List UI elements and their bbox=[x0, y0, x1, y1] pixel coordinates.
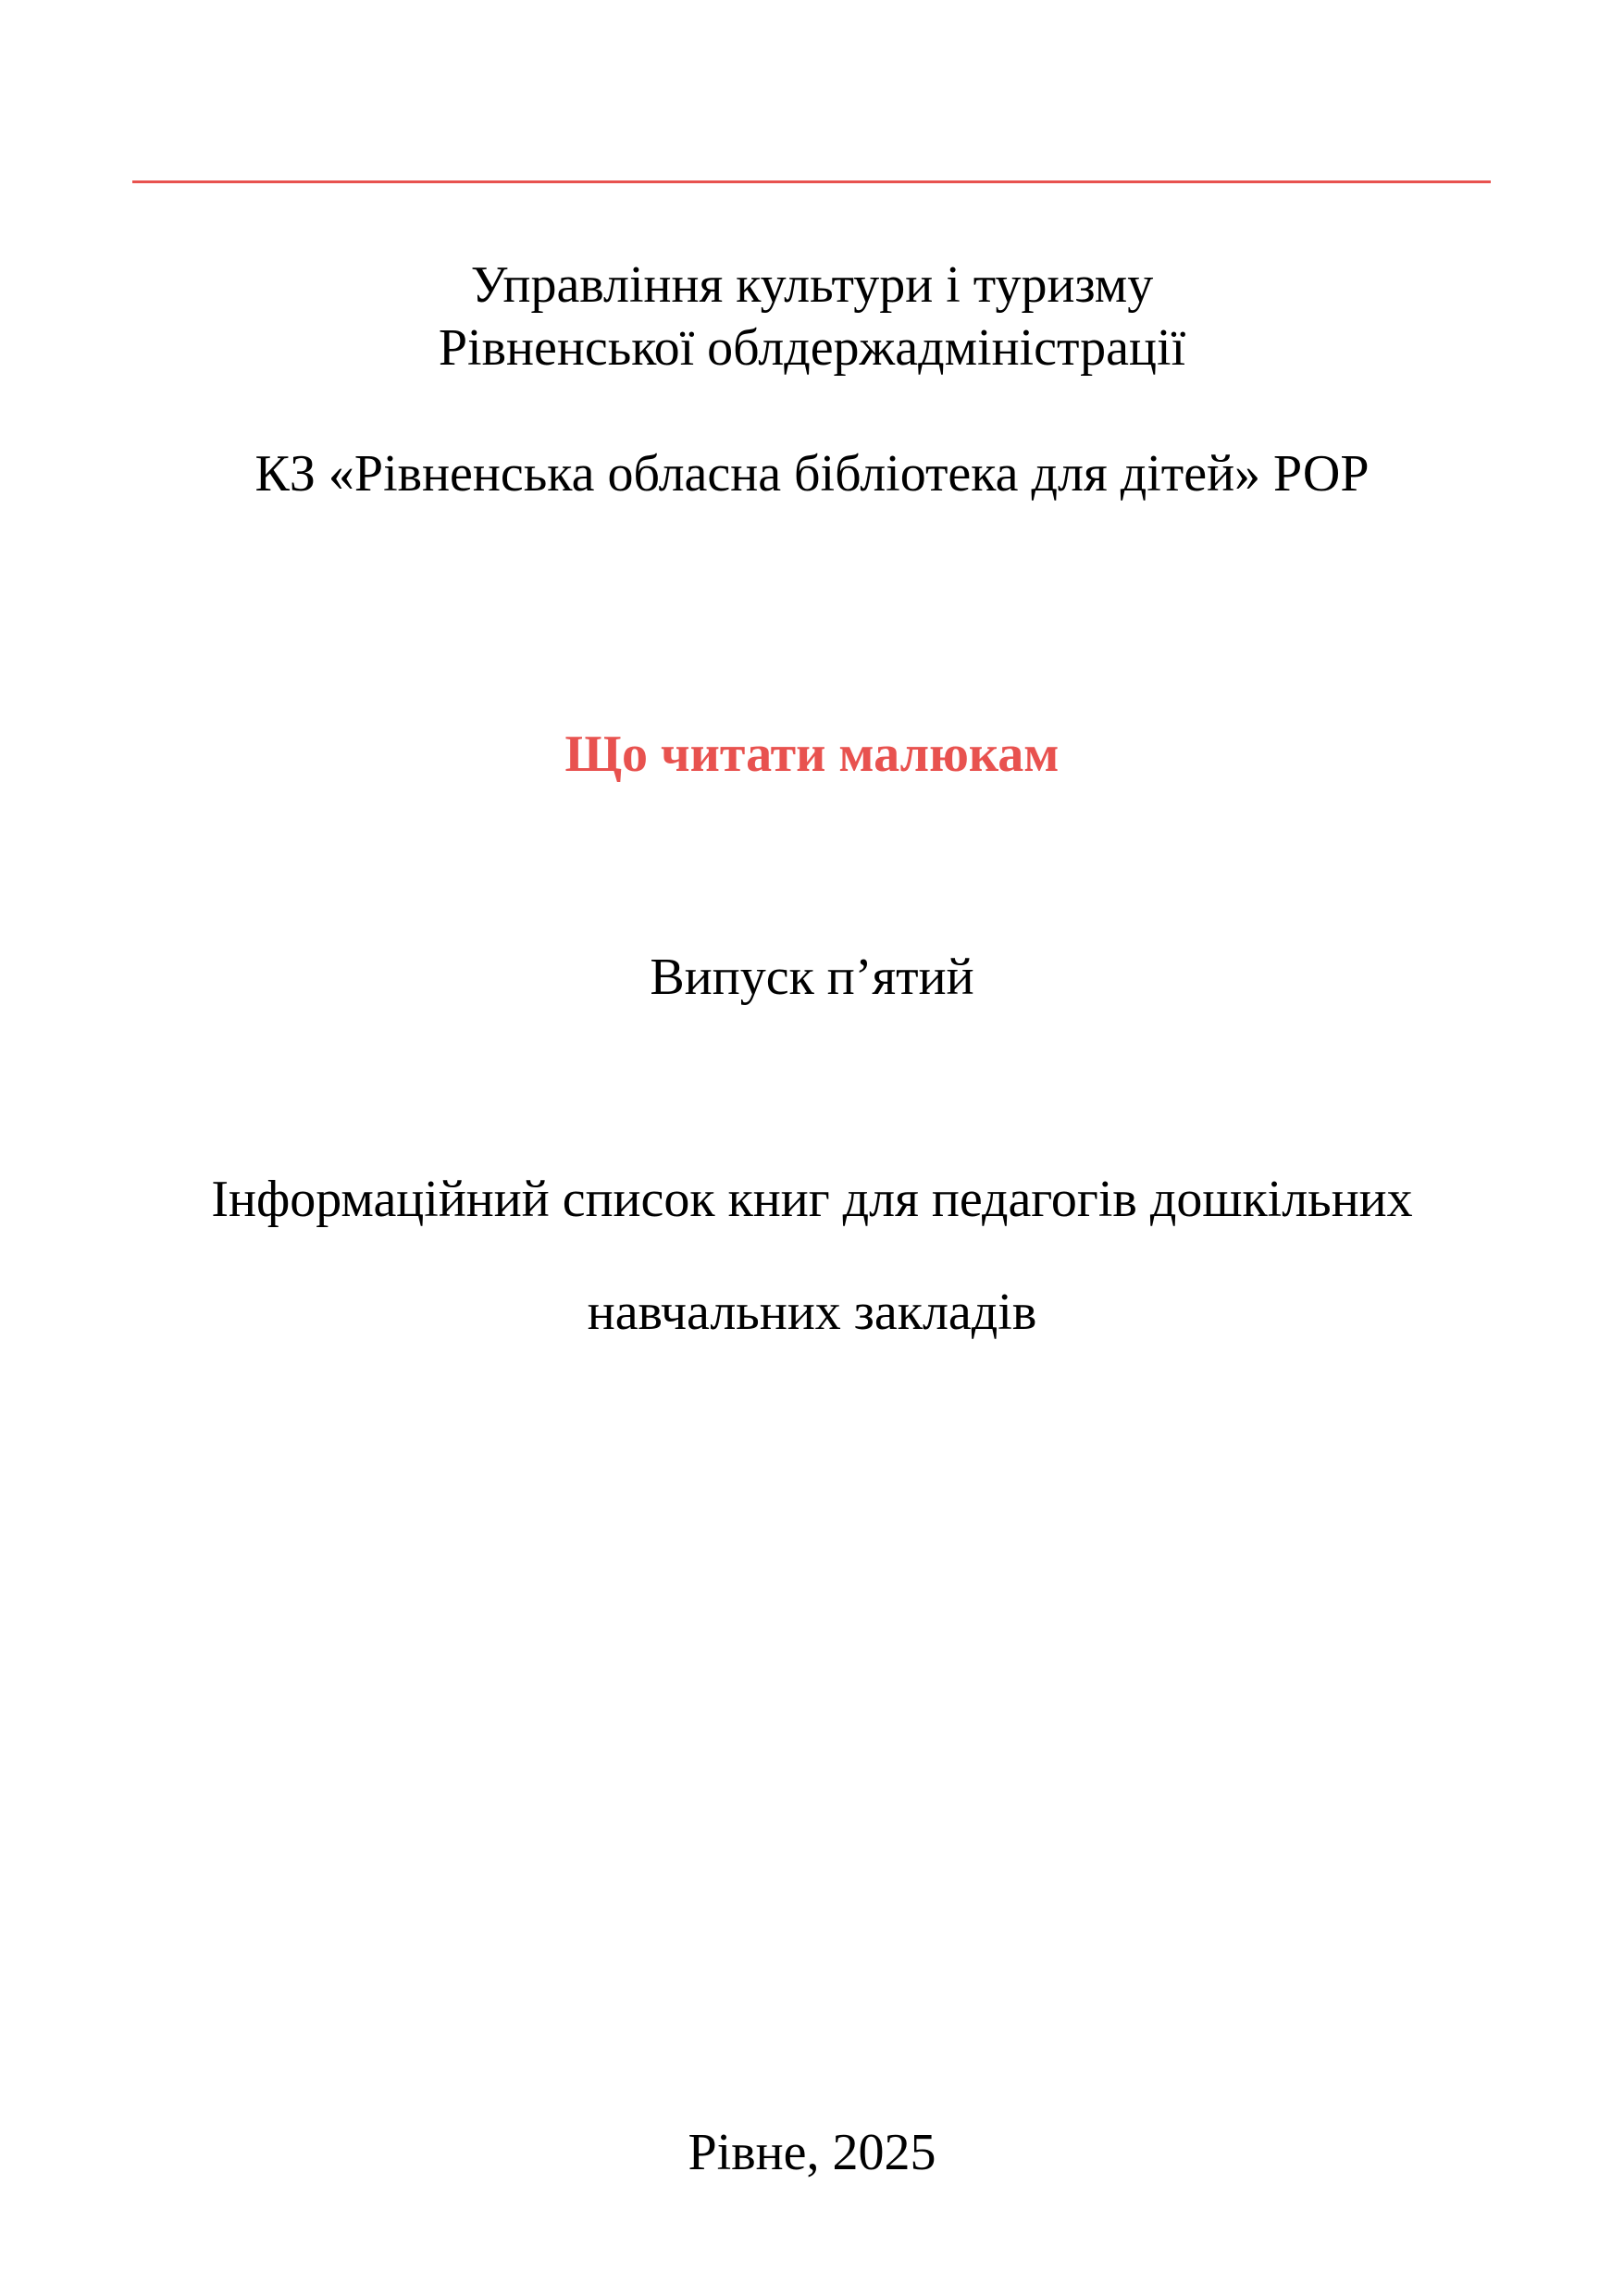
issue-label: Випуск п’ятий bbox=[650, 949, 974, 1006]
place-year: Рівне, 2025 bbox=[688, 2124, 936, 2181]
description-line-2: навчальних закладів bbox=[587, 1284, 1037, 1341]
department-line-2: Рівненської облдержадміністрації bbox=[438, 319, 1186, 377]
institution-name: КЗ «Рівненська обласна бібліотека для дітей» РОР bbox=[254, 445, 1370, 503]
description-line-1: Інформаційний список книг для педагогів дошкільних bbox=[211, 1171, 1413, 1228]
department-line-1: Управління культури і туризму bbox=[470, 256, 1154, 314]
document-title: Що читати малюкам bbox=[564, 726, 1060, 783]
top-divider bbox=[132, 180, 1491, 183]
